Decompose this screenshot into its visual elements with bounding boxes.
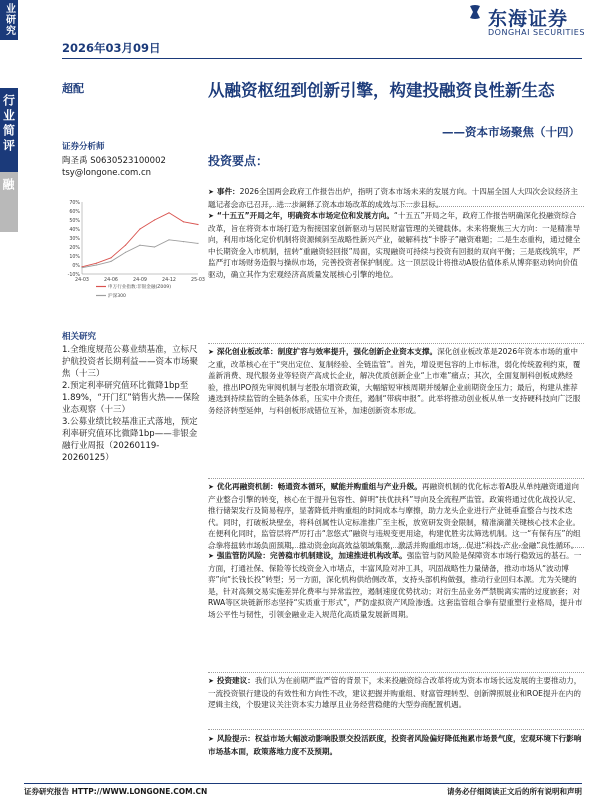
bullet-arrow-icon: ➤	[208, 212, 214, 220]
chart-data-point	[154, 219, 155, 220]
side-label-low	[0, 172, 32, 232]
index-chart	[62, 198, 205, 312]
chart-data-point	[168, 239, 169, 240]
chart-data-point	[96, 263, 97, 264]
key-point-lead: 强监管防风险：完善稳市机制建设，加速推进机构改革。	[216, 551, 407, 560]
related-research-list	[62, 344, 204, 464]
chart-data-point	[96, 264, 97, 265]
key-point-lead: 深化创业板改革：制度扩容与效率提升，强化创新企业资本支撑。	[216, 347, 438, 356]
key-point-paragraph	[208, 210, 584, 281]
key-points-title: 投资要点：	[208, 154, 269, 168]
chart-y-tick-label: -10%	[67, 273, 80, 278]
bullet-arrow-icon: ➤	[208, 188, 214, 196]
footer-divider	[24, 783, 582, 784]
key-point-paragraph	[208, 550, 584, 621]
key-point-lead: 投资建议：	[216, 676, 255, 685]
chart-data-point	[197, 243, 198, 244]
chart-data-point	[110, 261, 111, 262]
paragraph-divider	[208, 672, 584, 673]
side-label-top	[0, 0, 18, 40]
related-research-title: 相关研究	[62, 332, 97, 342]
key-point-lead: 优化再融资机制：畅通资本循环，赋能并购重组与产业升级。	[216, 482, 422, 491]
side-label-middle-text: 行业简评	[1, 94, 16, 154]
bullet-arrow-icon: ➤	[208, 483, 214, 491]
chart-y-tick-label: 70%	[69, 201, 80, 206]
related-research-item[interactable]: 2.预定利率研究值环比微降1bp至1.89%，“开门红”销售火热——保险业态观察（十三）	[62, 381, 200, 415]
chart-data-point	[110, 257, 111, 258]
chart-y-tick-label: 20%	[69, 246, 80, 251]
chart-y-tick-label: 40%	[69, 228, 80, 233]
chart-y-tick-label: 50%	[69, 219, 80, 224]
chart-data-point	[183, 241, 184, 242]
logo-cn-text: 东海证券	[488, 8, 569, 30]
side-band	[0, 0, 32, 800]
chart-data-point	[168, 212, 169, 213]
chart-data-point	[139, 228, 140, 229]
key-point-paragraph	[208, 481, 584, 552]
logo-mark-icon	[468, 4, 482, 20]
chart-y-tick-label: 30%	[69, 237, 80, 242]
chart-series-line	[82, 213, 198, 267]
key-point-lead: “十五五”开局之年，明确资本市场定位和发展方向。	[216, 211, 394, 220]
chart-x-tick-label: 24-06	[104, 278, 118, 283]
chart-data-point	[81, 267, 82, 268]
key-point-text: 深化创业板改革是2026年资本市场的重中之重，改革核心在于“突出定位、复制经验、全链监管”。首先，增设更包容的上市标准，弱化传统盈利约束，覆盖新消费、现代服务业等轻资产高成长企业，解决优质创新企业“上市难”痛点；其次，全面复制科创板成熟经验，推出IPO预先审阅机制与老股东增资政策，大幅缩短审核周期并缓解企业前期资金压力；最后，构建从推荐遴选到持续监管的全链条体系，压实中介责任，遏制“带病申报”。此举将推动创业板从单一支持硬科技向广泛服务经济转型延伸，与科创板形成错位互补，加速创新资本形成。	[208, 347, 581, 415]
bullet-arrow-icon: ➤	[208, 552, 214, 560]
report-date: 2026年03月09日	[62, 41, 161, 55]
paragraph-divider	[208, 547, 584, 548]
analyst-name: 陶圣禹 S0630523100002	[62, 156, 166, 166]
key-point-text: 我们认为在前期严监严管的背景下，未来投融资综合改革将成为资本市场长远发展的主要推动力，一流投资银行建设的有效性和方向性不改，建议把握并购重组、财富管理转型、创新牌照展业和ROE提升在内的逻辑主线，个股建议关注资本实力雄厚且业务经营稳健的大型券商配置机遇。	[208, 676, 582, 710]
side-label-top-text: 业研究	[3, 3, 15, 36]
key-point-text: 强监管与防风险是保障资本市场行稳致远的基石。一方面，打通社保、保险等长线资金入市堵点，丰富风险对冲工具，巩固战略性力量储备，推动市场从“波动博弈”向“长钱长投”转型；另一方面，深化机构供给侧改革，支持头部机构做强，推动行业回归本源。尤为关键的是，针对高频交易实施差异化费率与异常监控，遏制速度优势扰动；对衍生品业务严禁脱离实需的过度嵌套；对RWA等区块链新形态坚持“实质重于形式”，严防虚拟资产风险渗透。这套监管组合拳有望重塑行业格局，提升市场公平性与韧性，引领金融业走入规范化高质量发展新周期。	[208, 551, 583, 619]
chart-y-tick-label: 60%	[69, 210, 80, 215]
side-label-low-text: 非银金融	[1, 178, 32, 223]
paragraph-divider	[208, 729, 584, 730]
key-point-paragraph	[208, 346, 584, 417]
chart-data-point	[125, 245, 126, 246]
key-point-lead: 风险提示：权益市场大幅波动影响股票交投活跃度，投资者风险偏好降低拖累市场景气度，宏观环境下行影响市场基本面，政策落地力度不及预期。	[208, 734, 582, 756]
bullet-arrow-icon: ➤	[208, 735, 214, 743]
chart-data-point	[125, 252, 126, 253]
side-label-middle	[0, 88, 18, 172]
analyst-email[interactable]: tsy@longone.com.cn	[62, 168, 152, 178]
footer-left: 证券研究报告 HTTP://WWW.LONGONE.COM.CN	[24, 787, 208, 796]
chart-series-line	[82, 240, 198, 268]
chart-data-point	[154, 246, 155, 247]
chart-data-point	[197, 224, 198, 225]
chart-x-tick-label: 24-03	[75, 278, 89, 283]
key-point-text: 再融资机制的优化标志着A股从单纯融资通道向产业整合引擎的转变，核心在于提升包容性、鲜明“扶优扶科”导向及全流程严监管。政策将通过优化战投认定、推行储架发行及简易程序，显著降低并购重组的时间成本与摩擦，助力龙头企业进行产业链垂直整合与技术迭代。同时，打破板块壁垒，将科创属性认定标准推广至主板，放宽研发资金限制，精准滴灌关键核心技术企业。在便利化同时，监管层将严厉打击“忽悠式”融资与违规变更用途，构建优胜劣汰筛选机制。这一“有保有压”的组合拳将扭转市场负面预期，推动资金向高效益领域集聚，激活并购重组市场，促进“科技-产业-金融”良性循环。	[208, 482, 581, 550]
related-research-item[interactable]: 1.全维度规范公募业绩基准，立标尺护航投资者长期利益——资本市场聚焦（十三）	[62, 345, 199, 379]
chart-y-tick-label: 0%	[72, 264, 80, 269]
chart-data-point	[139, 245, 140, 246]
analyst-title: 证券分析师	[62, 142, 105, 152]
chart-x-tick-label: 24-09	[133, 278, 147, 283]
key-point-paragraph	[208, 675, 584, 711]
company-logo	[468, 4, 596, 44]
footer-disclaimer: 请务必仔细阅读正文后的所有说明和声明	[447, 787, 582, 796]
key-point-paragraph	[208, 733, 584, 757]
related-research-item[interactable]: 3.公募业绩比较基准正式落地，预定利率研究值环比微降1bp——非银金融行业周报（20260119-20260125）	[62, 417, 198, 463]
chart-legend-label: 沪深300	[108, 294, 126, 299]
key-point-text: 2026全国两会政府工作报告出炉，指明了资本市场未来的发展方向。十四届全国人大四次会议经济主题记者会亦已召开，进一步阐释了资本市场改革的成效与下一步目标。	[208, 187, 578, 209]
chart-x-tick-label: 24-12	[162, 278, 176, 283]
chart-data-point	[183, 221, 184, 222]
paragraph-divider	[208, 206, 584, 207]
key-point-text: “十五五”开局之年，政府工作报告明确深化投融资综合改革，旨在将资本市场打造为衔接国家创新驱动与居民财富管理的关键载体。未来将聚焦三大方向：一是精准导向，利用市场化定价机制将资源倾斜至战略性新兴产业，破解科技“卡脖子”融资难题；二是生态重构，通过健全中长期资金入市机制，扭转“重融资轻回报”局面，实现融资可持续与投资有回报的双向平衡；三是底线筑牢，严监严打市场财务造假与操纵市场，完善投资者保护制度。这一顶层设计将推动A股估值体系从博弈驱动转向价值驱动，确立其作为宏观经济高质量发展核心引擎的地位。	[208, 211, 581, 279]
report-subtitle: ——资本市场聚焦（十四）	[442, 125, 580, 139]
chart-legend-label: 申万行业指数:非银金融(Z009)	[108, 285, 171, 290]
paragraph-divider	[208, 343, 584, 344]
bullet-arrow-icon: ➤	[208, 348, 214, 356]
logo-en-text: DONGHAI SECURITIES	[488, 28, 585, 37]
rating: 超配	[62, 82, 84, 95]
bullet-arrow-icon: ➤	[208, 677, 214, 685]
paragraph-divider	[208, 478, 584, 479]
chart-y-tick-label: 10%	[69, 255, 80, 260]
key-point-lead: 事件：	[216, 187, 240, 196]
header-divider	[62, 58, 582, 59]
chart-x-tick-label: 25-03	[191, 278, 205, 283]
report-title: 从融资枢纽到创新引擎，构建投融资良性新生态	[208, 81, 555, 100]
